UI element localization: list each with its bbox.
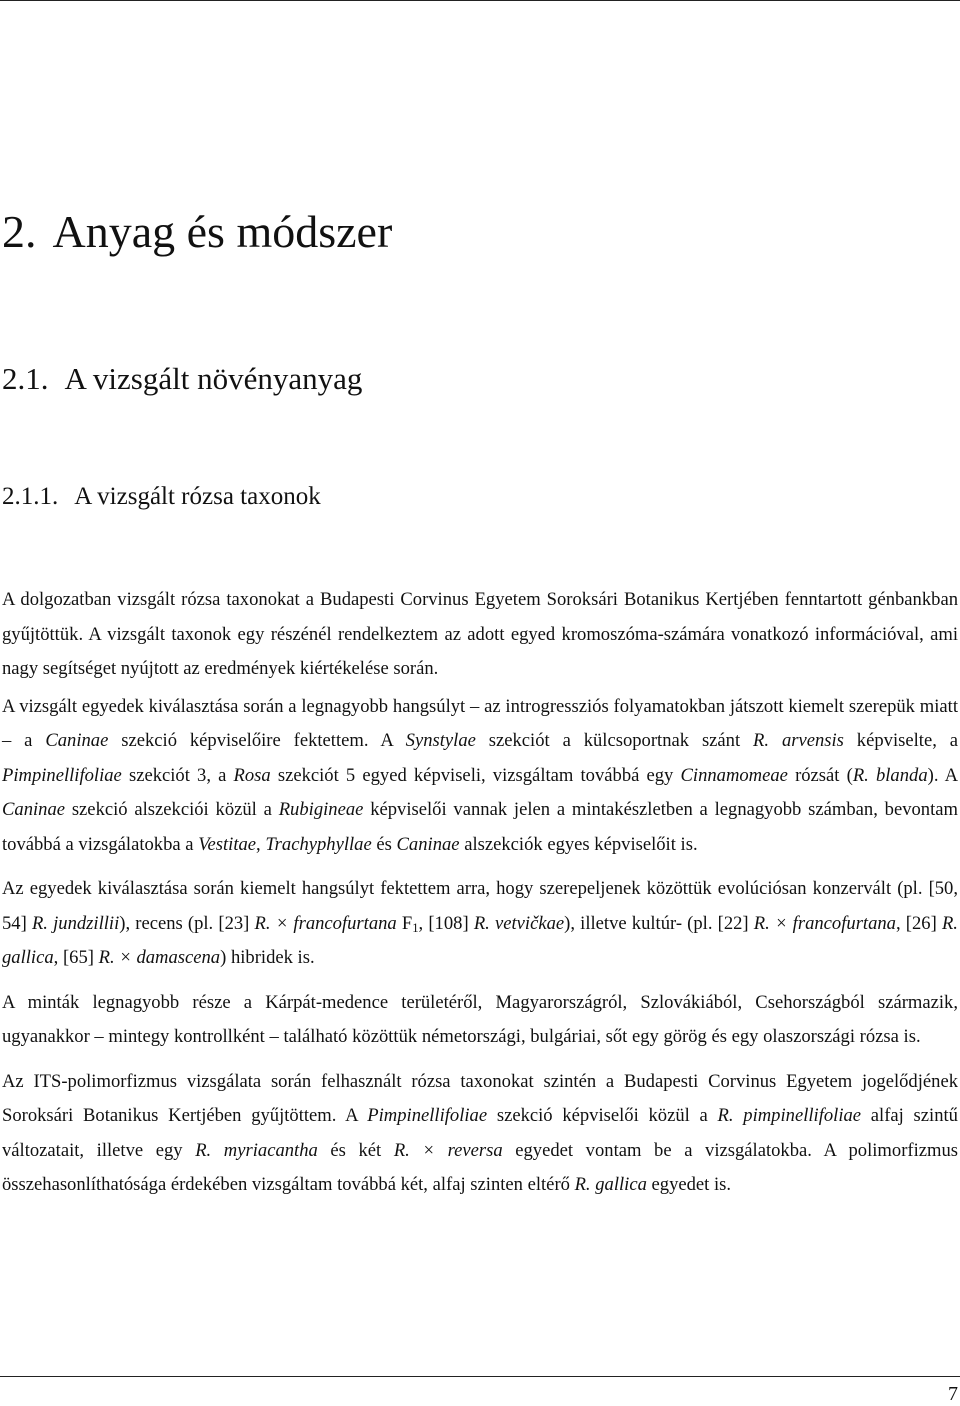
page-number: 7: [948, 1383, 958, 1405]
chapter-number: 2.: [2, 206, 37, 257]
footer-rule: [0, 1376, 960, 1377]
subsection-number: 2.1.1.: [2, 483, 59, 510]
paragraph-5: Az ITS-polimorfizmus vizsgálata során felhasznált rózsa taxonokat szintén a Budapesti Corvinus Egyetem jogelődjének Soroksári Botanikus Kertjében gyűjtöttem. A Pimpinellifoliae szekció képviselői közül a R. pimpinellifoliae alfaj szintű változatait, illetve egy R. myriacantha és két R. × reversa egyedet vontam be a vizsgálatokba. A polimorfizmus összehasonlíthatósága érdekében vizsgáltam továbbá két, alfaj szinten eltérő R. gallica egyedet is.: [2, 1070, 958, 1195]
paragraph-1: A dolgozatban vizsgált rózsa taxonokat a Budapesti Corvinus Egyetem Soroksári Botanikus Kertjében fenntartott génbankban gyűjtöttük. A vizsgált taxonok egy részénél rendelkeztem az adott egyed kromoszóma-számára vonatkozó információval, ami nagy segítséget nyújtott az eredmények kiértékelése során.: [2, 589, 958, 679]
subsection-title-text: A vizsgált rózsa taxonok: [74, 483, 321, 510]
paragraph-2: A vizsgált egyedek kiválasztása során a legnagyobb hangsúlyt – az introgressziós folyamatokban játszott kiemelt szerepük miatt – a Caninae szekció képviselőire fektettem. A Synstylae szekciót a külcsoportnak szánt R. arvensis képviselte, a Pimpinellifoliae szekciót 3, a Rosa szekciót 5 egyed képviseli, vizsgáltam továbbá egy Cinnamomeae rózsát (R. blanda). A Caninae szekció alszekciói közül a Rubigineae képviselői vannak jelen a mintakészletben a legnagyobb számban, bevontam továbbá a vizsgálatokba a Vestitae, Trachyphyllae és Caninae alszekciók egyes képviselőit is.: [2, 695, 959, 855]
paragraph-3: Az egyedek kiválasztása során kiemelt hangsúlyt fektettem arra, hogy szerepeljenek közöttük evolúciósan konzervált (pl. [50, 54] R. jundzillii), recens (pl. [23] R. × francofurtana $F_1$, [108] R. vetvičkae), illetve kultúr- (pl. [22] R. × francofurtana, [26] R. gallica, [65] R. × damascena) hibridek is.: [2, 878, 958, 968]
section-title: [2, 360, 362, 397]
paragraph-4: A minták legnagyobb része a Kárpát-medence területéről, Magyarországról, Szlovákiából, Csehországból származik, ugyanakkor – mintegy kontrollként – található közöttük németországi, bulgáriai, sőt egy görög és egy olaszországi rózsa is.: [2, 991, 958, 1047]
body-text: [2, 583, 958, 1203]
subsection-title: [2, 482, 321, 512]
chapter-title-text: Anyag és módszer: [52, 206, 393, 257]
chapter-title: [2, 204, 392, 259]
section-number: 2.1.: [2, 361, 49, 396]
section-title-text: A vizsgált növényanyag: [64, 361, 363, 396]
top-rule: [0, 0, 960, 1]
